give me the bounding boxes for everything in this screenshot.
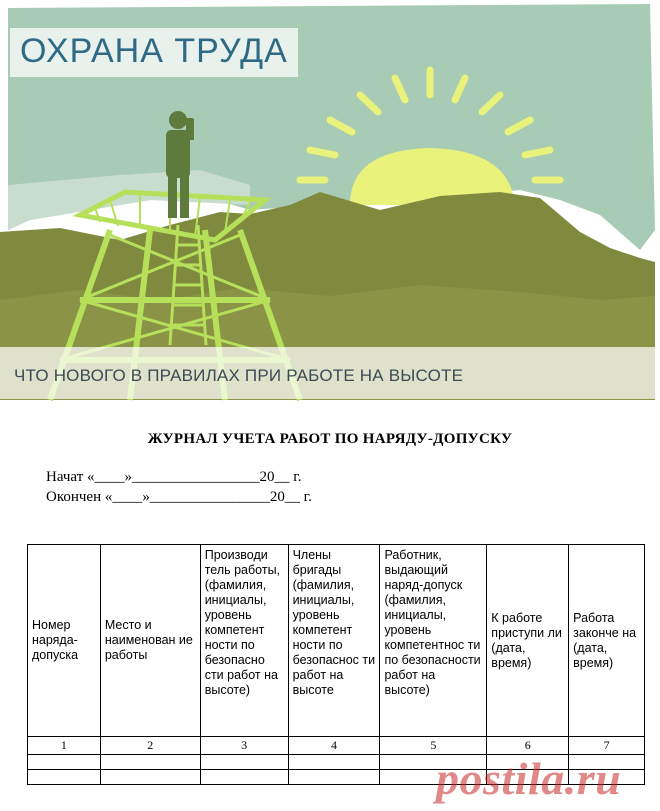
- table-cell: [28, 755, 101, 770]
- start-date-line: Начат «____»_________________20__ г.: [46, 469, 302, 485]
- document-title: ЖУРНАЛ УЧЕТА РАБОТ ПО НАРЯДУ-ДОПУСКУ: [147, 431, 513, 447]
- table-header-row: [28, 545, 645, 737]
- column-number: 1: [28, 737, 101, 755]
- column-number: 2: [100, 737, 200, 755]
- watermark: postila.ru: [436, 753, 622, 804]
- header-permit-issuer: Работник, выдающий наряд-допуск (фамилия, инициалы, уровень компетентнос ти по безопасности работ на высоте): [380, 545, 487, 737]
- column-number: 7: [569, 737, 645, 755]
- table-cell: [288, 755, 380, 770]
- table-cell: [288, 770, 380, 785]
- header-order-number: Номер наряда-допуска: [28, 545, 101, 737]
- table-cell: [28, 770, 101, 785]
- table-cell: [100, 770, 200, 785]
- header-crew-members: Члены бригады (фамилия, инициалы, уровень компетент ности по безопаснос ти работ на высоте: [288, 545, 380, 737]
- table-cell: [200, 755, 288, 770]
- column-number: 6: [487, 737, 569, 755]
- column-number: 5: [380, 737, 487, 755]
- table-cell: [200, 770, 288, 785]
- banner-subtitle: ЧТО НОВОГО В ПРАВИЛАХ ПРИ РАБОТЕ НА ВЫСОТЕ: [14, 366, 464, 385]
- journal-table: [27, 544, 645, 785]
- brand-title: ОХРАНА ТРУДА: [10, 28, 298, 77]
- table-cell: [100, 755, 200, 770]
- header-work-finished: Работа законче на (дата, время): [569, 545, 645, 737]
- column-number: 3: [200, 737, 288, 755]
- end-date-line: Окончен «____»________________20__ г.: [46, 489, 312, 505]
- column-number: 4: [288, 737, 380, 755]
- header-work-started: К работе приступи ли (дата, время): [487, 545, 569, 737]
- header-work-manager: Производи тель работы, (фамилия, инициалы, уровень компетент ности по безопасно сти работ на высоте): [200, 545, 288, 737]
- header-place-and-work: Место и наименован ие работы: [100, 545, 200, 737]
